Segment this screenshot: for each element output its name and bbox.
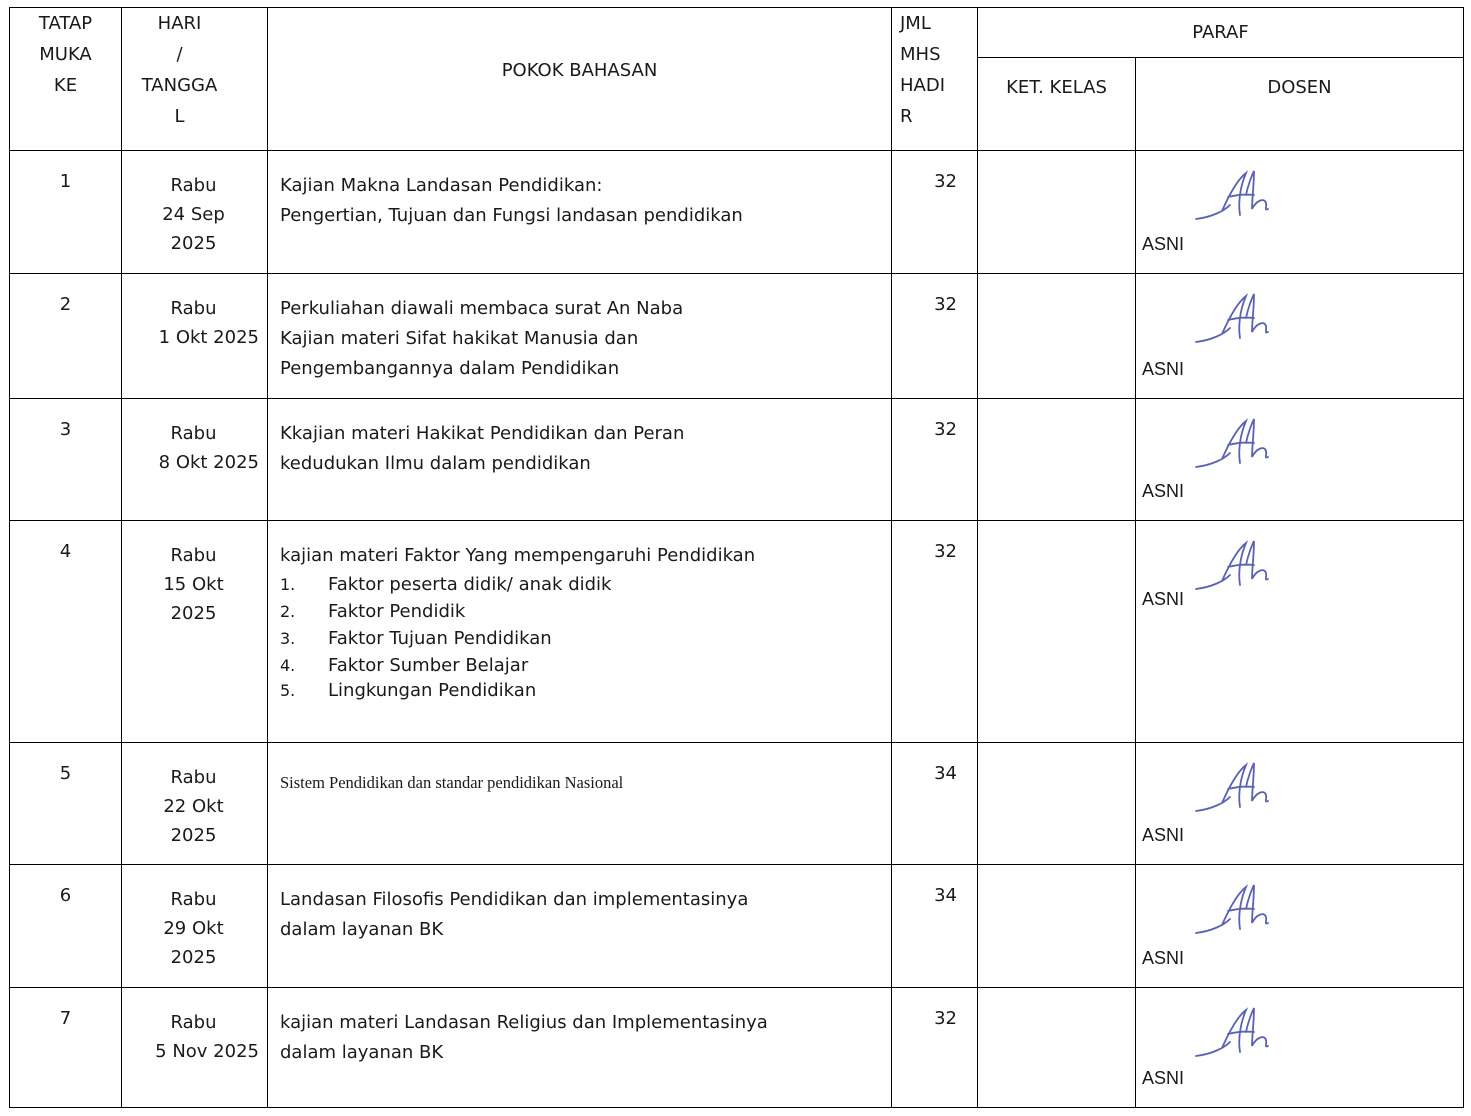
- row-count: 32: [892, 988, 978, 1108]
- row-topic: Kkajian materi Hakikat Pendidikan dan Peran kedudukan Ilmu dalam pendidikan: [268, 399, 892, 521]
- row-number: 6: [10, 865, 122, 988]
- row-ket-kelas: [978, 865, 1136, 988]
- topic-list: [280, 571, 881, 703]
- signature-icon: [1194, 755, 1284, 825]
- table-row: [10, 521, 1464, 743]
- attendance-table: [9, 7, 1464, 1108]
- row-ket-kelas: [978, 521, 1136, 743]
- dosen-name: ASNI: [1142, 359, 1185, 379]
- table-row: [10, 151, 1464, 274]
- row-topic: kajian materi Landasan Religius dan Implementasinya dalam layanan BK: [268, 988, 892, 1108]
- table-row: [10, 988, 1464, 1108]
- signature-icon: [1194, 411, 1284, 481]
- row-date: Rabu 8 Okt 2025: [122, 399, 268, 521]
- header-pokok-bahasan: POKOK BAHASAN: [268, 8, 892, 151]
- dosen-name: ASNI: [1142, 234, 1185, 254]
- row-dosen-signature: [1136, 743, 1464, 865]
- row-number: 7: [10, 988, 122, 1108]
- signature-icon: [1194, 877, 1284, 947]
- row-number: 4: [10, 521, 122, 743]
- list-item: 5. Lingkungan Pendidikan: [280, 680, 537, 701]
- signature-icon: [1194, 163, 1284, 233]
- list-item: 3. Faktor Tujuan Pendidikan: [280, 628, 552, 649]
- dosen-name: ASNI: [1142, 825, 1185, 845]
- row-dosen-signature: [1136, 399, 1464, 521]
- row-count: 34: [892, 743, 978, 865]
- row-dosen-signature: [1136, 988, 1464, 1108]
- header-dosen: DOSEN: [1136, 58, 1464, 151]
- table-row: [10, 274, 1464, 399]
- row-count: 32: [892, 274, 978, 399]
- row-ket-kelas: [978, 274, 1136, 399]
- table-row: [10, 865, 1464, 988]
- dosen-name: ASNI: [1142, 1068, 1185, 1088]
- row-topic: Perkuliahan diawali membaca surat An Naba Kajian materi Sifat hakikat Manusia dan Pengembangannya dalam Pendidikan: [268, 274, 892, 399]
- signature-icon: [1194, 533, 1284, 603]
- row-date: Rabu 15 Okt 2025: [122, 521, 268, 743]
- row-dosen-signature: [1136, 865, 1464, 988]
- row-ket-kelas: [978, 151, 1136, 274]
- list-item: 4. Faktor Sumber Belajar: [280, 655, 529, 676]
- row-topic: Kajian Makna Landasan Pendidikan: Pengertian, Tujuan dan Fungsi landasan pendidikan: [268, 151, 892, 274]
- table-row: [10, 399, 1464, 521]
- row-date: Rabu 24 Sep 2025: [122, 151, 268, 274]
- dosen-name: ASNI: [1142, 948, 1185, 968]
- row-topic: kajian materi Faktor Yang mempengaruhi Pendidikan 1. Faktor peserta didik/ anak didik 2. Faktor Pendidik 3. Faktor Tujuan Pendidikan 4. Faktor Sumber Belajar 5. Lingkungan Pendidikan: [268, 521, 892, 743]
- row-count: 32: [892, 399, 978, 521]
- dosen-name: ASNI: [1142, 481, 1185, 501]
- header-tatap-muka: TATAP MUKA KE: [10, 8, 122, 151]
- table-row: [10, 743, 1464, 865]
- row-ket-kelas: [978, 399, 1136, 521]
- row-date: Rabu 1 Okt 2025: [122, 274, 268, 399]
- row-number: 1: [10, 151, 122, 274]
- row-dosen-signature: [1136, 521, 1464, 743]
- list-item: 1. Faktor peserta didik/ anak didik: [280, 574, 612, 595]
- row-number: 5: [10, 743, 122, 865]
- row-topic: Sistem Pendidikan dan standar pendidikan Nasional: [268, 743, 892, 865]
- header-paraf: PARAF: [978, 8, 1464, 58]
- list-item: 2. Faktor Pendidik: [280, 601, 466, 622]
- row-date: Rabu 29 Okt 2025: [122, 865, 268, 988]
- row-number: 2: [10, 274, 122, 399]
- row-number: 3: [10, 399, 122, 521]
- signature-icon: [1194, 1000, 1284, 1070]
- row-dosen-signature: [1136, 151, 1464, 274]
- header-hari-tanggal: HARI / TANGGA L: [122, 8, 268, 151]
- row-count: 34: [892, 865, 978, 988]
- row-count: 32: [892, 151, 978, 274]
- header-jml-mhs-hadir: JML MHS HADI R: [892, 8, 978, 151]
- row-count: 32: [892, 521, 978, 743]
- row-topic: Landasan Filosofis Pendidikan dan implementasinya dalam layanan BK: [268, 865, 892, 988]
- signature-icon: [1194, 286, 1284, 356]
- row-date: Rabu 5 Nov 2025: [122, 988, 268, 1108]
- row-ket-kelas: [978, 743, 1136, 865]
- row-dosen-signature: [1136, 274, 1464, 399]
- row-ket-kelas: [978, 988, 1136, 1108]
- header-ket-kelas: KET. KELAS: [978, 58, 1136, 151]
- dosen-name: ASNI: [1142, 589, 1185, 609]
- row-date: Rabu 22 Okt 2025: [122, 743, 268, 865]
